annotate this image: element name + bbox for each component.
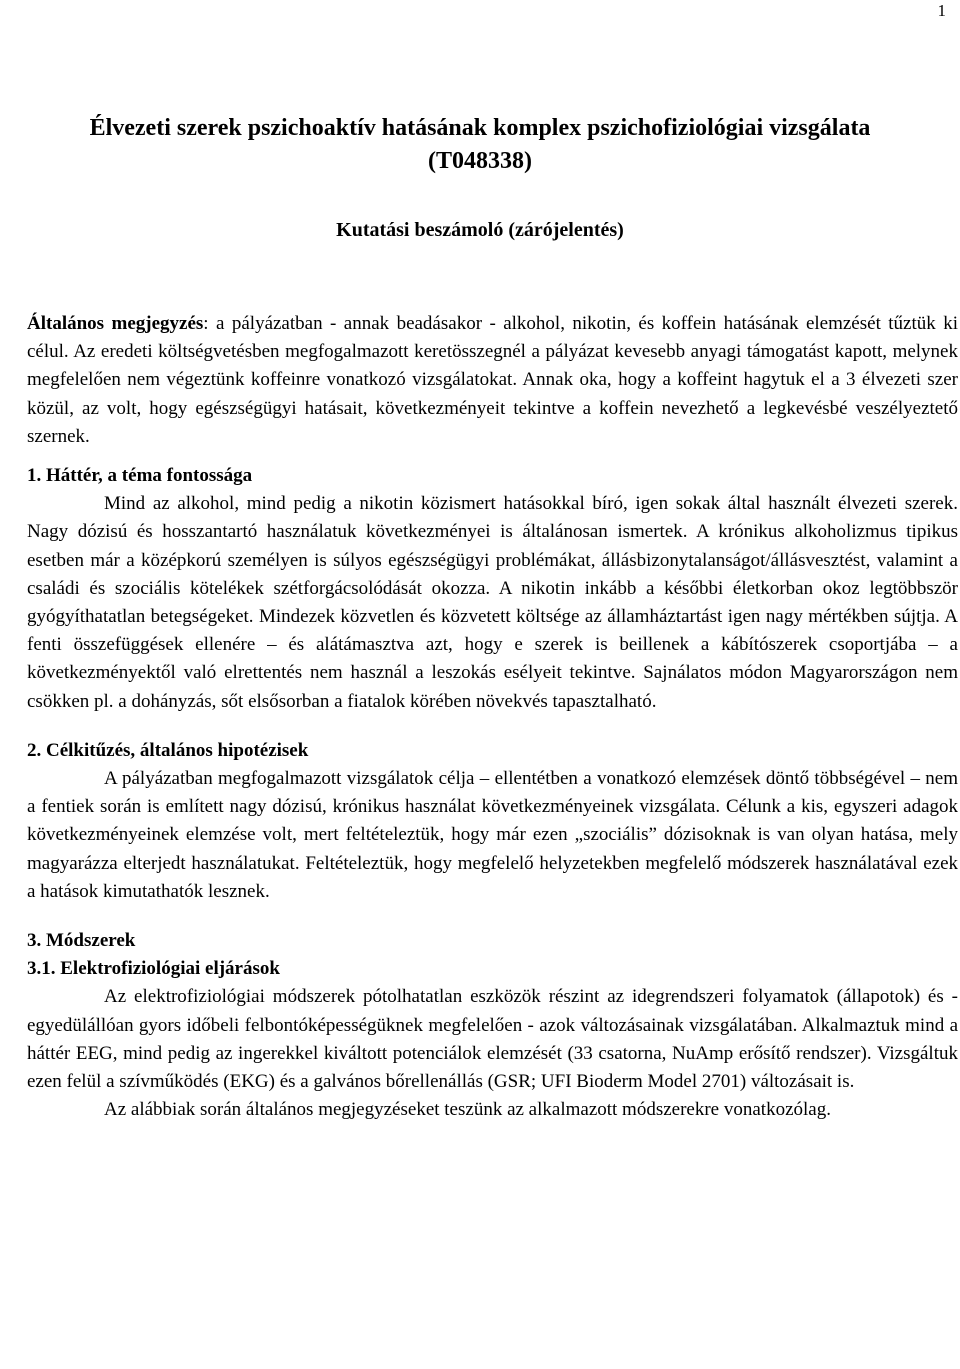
section-1-heading: 1. Háttér, a téma fontossága	[27, 465, 253, 487]
title-line-2: (T048338)	[428, 148, 532, 174]
page-title	[0, 112, 960, 178]
intro-label: Általános megjegyzés	[27, 313, 204, 334]
section-3-1-paragraph-2: Az alábbiak során általános megjegyzéseket teszünk az alkalmazott módszerekre vonatkozólag.	[104, 1099, 831, 1121]
intro-paragraph	[27, 310, 958, 451]
intro-text: : a pályázatban - annak beadásakor - alkohol, nikotin, és koffein hatásának elemzését tűztük ki célul. Az eredeti költségvetésben megfogalmazott keretösszegnél a pályázat kevesebb anyagi támogatást kapott, melynek megfelelően nem végeztünk koffeinre vonatkozó vizsgálatokat. Annak oka, hogy a koffeint hagytuk el a 3 élvezeti szer közül, az volt, hogy egészségügyi hatásait, következményeit tekintve a koffein nevezhető a legkevésbé veszélyeztető szernek.	[27, 313, 958, 447]
section-2-paragraph: A pályázatban megfogalmazott vizsgálatok célja – ellentétben a vonatkozó elemzések döntő többségével – nem a fentiek során is említett nagy dózisú, krónikus használat következményeinek vizsgálata. Célunk a kis, egyszeri adagok következményeinek elemzése volt, mert feltételeztük, hogy már ezen „szociális” dózisoknak is van olyan hatása, mely magyarázza elterjedt használatukat. Feltételeztük, hogy megfelelő helyzetekben megfelelő módszerek használatával ezek a hatások kimutathatók lesznek.	[27, 768, 958, 902]
section-2-heading: 2. Célkitűzés, általános hipotézisek	[27, 739, 309, 761]
section-1-paragraph: Mind az alkohol, mind pedig a nikotin közismert hatásokkal bíró, igen sokak által használt élvezeti szerek. Nagy dózisú és hosszantartó használatuk következményei is általánosan ismertek. A krónikus alkoholizmus tipikus esetben már a középkorú személyen is súlyos egészségügyi problémákat, állásbizonytalanságot/állásvesztést, valamint a családi és szociális kötelékek szétforgácsolódását okozza. A nikotin inkább a későbbi életkorban okoz legtöbbször gyógyíthatatlan betegségeket. Mindezek közvetlen és közvetett költsége az államháztartást igen nagy mértékben sújtja. A fenti összefüggések ellenére – és alátámasztva azt, hogy e szerek is beillenek a kábítószerek csoportjába – a következményektől való elrettentés nem használ a leszokás esélyeit tekintve. Sajnálatos módon Magyarországon nem csökken pl. a dohányzás, sőt elsősorban a fiatalok körében növekvés tapasztalható.	[27, 493, 958, 712]
page-subtitle: Kutatási beszámoló (zárójelentés)	[336, 219, 624, 241]
section-3-heading: 3. Módszerek	[27, 930, 136, 952]
page-number: 1	[937, 1, 946, 20]
section-3-1-paragraph-1: Az elektrofiziológiai módszerek pótolhatatlan eszközök részint az idegrendszeri folyamatok (állapotok) és - egyedülállóan gyors időbeli felbontóképességüknek megfelelően - azok változásainak vizsgálatában. Alkalmaztuk mind a háttér EEG, mind pedig az ingerekkel kiváltott potenciálok elemzését (33 csatorna, NuAmp erősítő rendszer). Vizsgáltuk ezen felül a szívműködés (EKG) és a galvános bőrellenállás (GSR; UFI Bioderm Model 2701) változásait is.	[27, 986, 958, 1093]
title-line-1: Élvezeti szerek pszichoaktív hatásának komplex pszichofiziológiai vizsgálata	[89, 115, 871, 141]
document-body	[27, 310, 958, 1124]
section-3-1-heading: 3.1. Elektrofiziológiai eljárások	[27, 958, 280, 980]
